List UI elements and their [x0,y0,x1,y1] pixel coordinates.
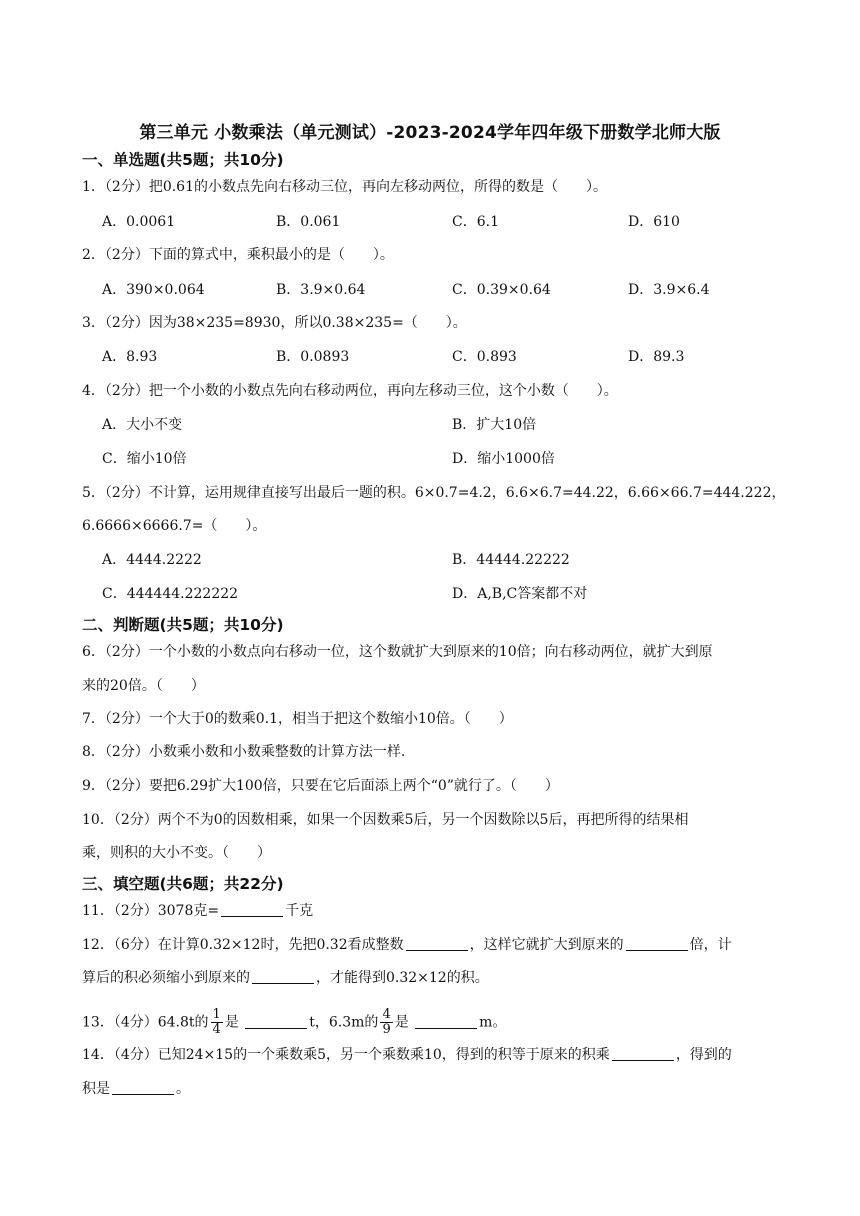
question-11 [82,901,313,921]
q13-text-b: 是 [224,1014,244,1031]
question-2-stem: 2．（2分）下面的算式中，乘积最小的是（ ）。 [82,247,394,263]
q1-option-d[interactable]: D．610 [628,214,680,230]
q12-text-c: 倍，计 [689,937,732,953]
q14-answer-blank-1[interactable] [612,1046,674,1061]
q5-option-c[interactable]: C．444444.222222 [102,586,239,602]
q13-fraction-1 [211,1008,223,1037]
q2-option-d[interactable]: D．3.9×6.4 [628,282,710,298]
q2-option-a[interactable]: A．390×0.064 [102,282,205,298]
q13-fraction-1-denominator: 4 [212,1022,221,1037]
question-12-line2 [82,968,489,988]
q12-text-a: 12．（6分）在计算0.32×12时，先把0.32看成整数 [82,937,404,953]
section-heading-true-false: 二、判断题(共5题；共10分) [82,616,284,634]
question-1-stem: 1．（2分）把0.61的小数点先向右移动三位，再向左移动两位，所得的数是（ ）。 [82,179,607,195]
q1-option-c[interactable]: C．6.1 [452,214,499,230]
q12-text-e: ，才能得到0.32×12的积。 [316,970,489,986]
question-14-line1 [82,1045,732,1065]
question-7: 7．（2分）一个大于0的数乘0.1，相当于把这个数缩小10倍。（ ） [82,711,513,727]
question-13 [82,1008,506,1037]
q13-text-d: 是 [394,1014,414,1031]
q5-option-a[interactable]: A．4444.2222 [102,552,202,568]
question-6-line2: 来的20倍。（ ） [82,678,205,694]
question-4-stem: 4．（2分）把一个小数的小数点先向右移动两位，再向左移动三位，这个小数（ ）。 [82,383,618,399]
question-14-line2 [82,1079,190,1099]
q4-option-c[interactable]: C．缩小10倍 [102,451,187,467]
q13-answer-blank-1[interactable] [245,1014,307,1029]
question-3-stem: 3．（2分）因为38×235=8930，所以0.38×235=（ ）。 [82,315,467,331]
q12-answer-blank-3[interactable] [252,969,314,984]
q13-fraction-2-numerator: 4 [382,1007,391,1022]
q5-option-b[interactable]: B．44444.22222 [452,552,570,568]
q11-answer-blank[interactable] [221,902,283,917]
question-8: 8．（2分）小数乘小数和小数乘整数的计算方法一样. [82,744,406,760]
section-heading-fill-blank: 三、填空题(共6题；共22分) [82,875,284,893]
q3-option-b[interactable]: B．0.0893 [276,349,350,365]
question-6-line1: 6．（2分）一个小数的小数点向右移动一位，这个数就扩大到原来的10倍；向右移动两位，就扩大到原 [82,644,713,660]
q13-text-a: 13．（4分）64.8t的 [82,1014,209,1031]
q4-option-a[interactable]: A．大小不变 [102,417,183,433]
q13-fraction-1-numerator: 1 [212,1007,221,1022]
q11-text-b: 千克 [285,903,314,919]
q12-answer-blank-1[interactable] [406,936,468,951]
q13-fraction-2 [380,1008,392,1037]
page-title: 第三单元 小数乘法（单元测试）-2023-2024学年四年级下册数学北师大版 [139,123,721,143]
q2-option-b[interactable]: B．3.9×0.64 [276,282,366,298]
q14-text-c: 积是 [82,1081,110,1097]
q13-text-c: t，6.3m的 [309,1014,379,1031]
q14-text-d: 。 [176,1081,190,1097]
q13-fraction-2-denominator: 9 [382,1022,391,1037]
q1-option-a[interactable]: A．0.0061 [102,214,176,230]
q3-option-d[interactable]: D．89.3 [628,349,685,365]
question-10-line1: 10．（2分）两个不为0的因数相乘，如果一个因数乘5后，另一个因数除以5后，再把所得的结果相 [82,812,689,828]
q13-text-e: m。 [479,1014,507,1031]
q12-text-d: 算后的积必须缩小到原来的 [82,970,250,986]
q12-answer-blank-2[interactable] [626,936,688,951]
question-12-line1 [82,935,732,955]
question-5-stem-line1: 5．（2分）不计算，运用规律直接写出最后一题的积。6×0.7=4.2，6.6×6.7=44.22，6.66×66.7=444.222， [82,485,786,501]
q14-text-b: ，得到的 [675,1047,732,1063]
q14-text-a: 14．（4分）已知24×15的一个乘数乘5，另一个乘数乘10，得到的积等于原来的积乘 [82,1047,610,1063]
section-heading-single-choice: 一、单选题(共5题；共10分) [82,151,284,169]
question-9: 9．（2分）要把6.29扩大100倍，只要在它后面添上两个“0”就行了。（ ） [82,778,559,794]
q4-option-d[interactable]: D．缩小1000倍 [452,451,555,467]
q1-option-b[interactable]: B．0.061 [276,214,341,230]
q3-option-a[interactable]: A．8.93 [102,349,158,365]
q3-option-c[interactable]: C．0.893 [452,349,517,365]
q11-text-a: 11．（2分）3078克= [82,903,220,919]
q4-option-b[interactable]: B．扩大10倍 [452,417,537,433]
q5-option-d[interactable]: D．A,B,C答案都不对 [452,586,588,602]
q2-option-c[interactable]: C．0.39×0.64 [452,282,551,298]
q12-text-b: ，这样它就扩大到原来的 [469,937,624,953]
q14-answer-blank-2[interactable] [112,1080,174,1095]
question-10-line2: 乘，则积的大小不变。（ ） [82,845,271,861]
question-5-stem-line2: 6.6666×6666.7=（ ）。 [82,518,267,534]
q13-answer-blank-2[interactable] [415,1014,477,1029]
